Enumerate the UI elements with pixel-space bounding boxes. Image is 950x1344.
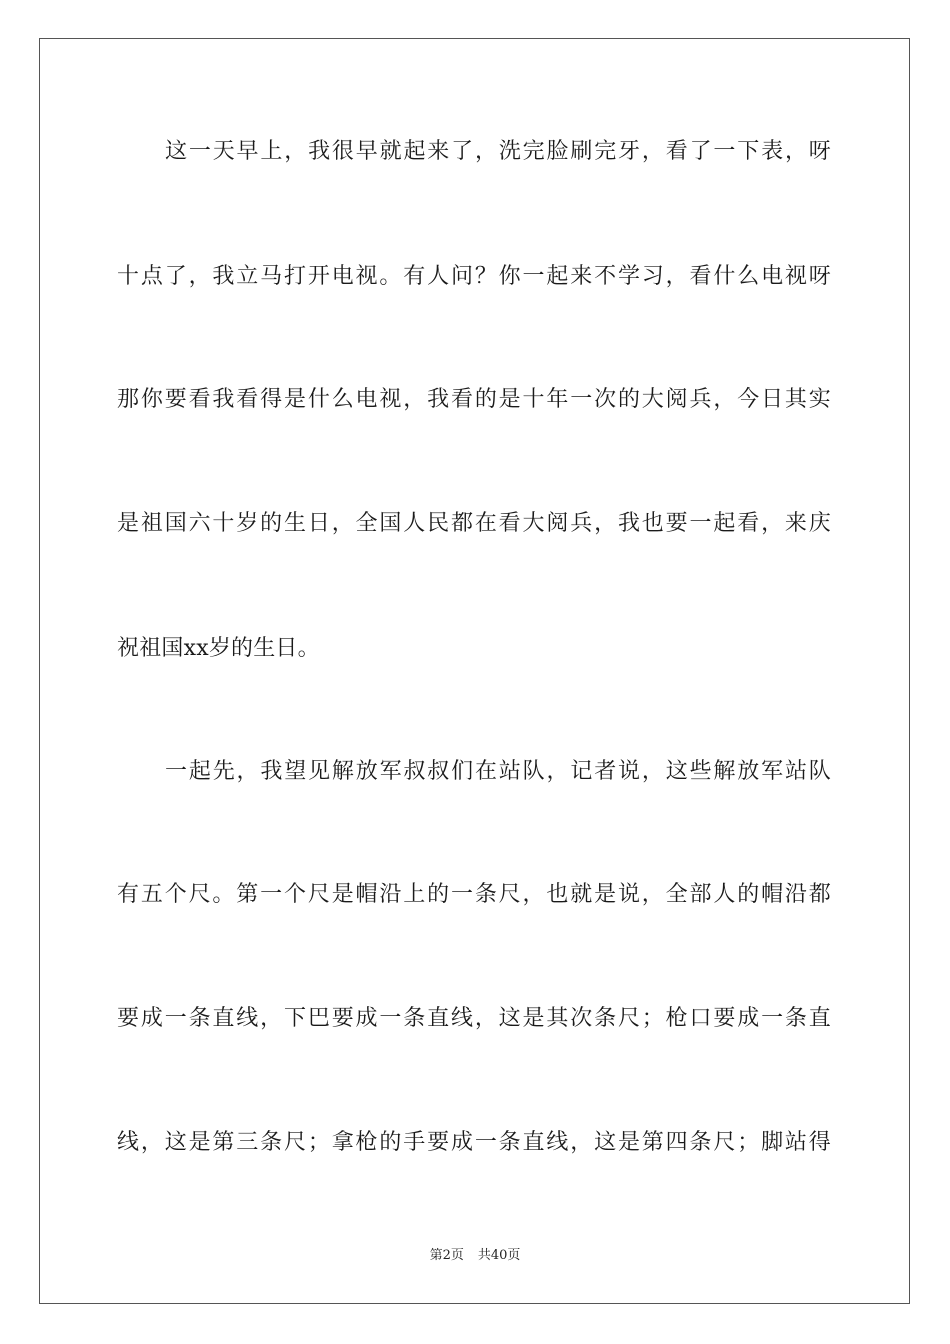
page-border xyxy=(39,38,910,1304)
paragraph-2-line-4: 线，这是第三条尺；拿枪的手要成一条直线，这是第四条尺；脚站得 xyxy=(117,1130,831,1155)
page-number: 第2页 xyxy=(429,1248,464,1263)
paragraph-1-line-5: 祝祖国xx岁的生日。 xyxy=(117,636,320,661)
paragraph-1-line-1: 这一天早上，我很早就起来了，洗完脸刷完牙，看了一下表，呀 xyxy=(165,139,831,164)
total-pages: 共40页 xyxy=(477,1248,521,1263)
paragraph-1-line-4: 是祖国六十岁的生日，全国人民都在看大阅兵，我也要一起看，来庆 xyxy=(117,511,831,536)
paragraph-2-line-3: 要成一条直线，下巴要成一条直线，这是其次条尺；枪口要成一条直 xyxy=(117,1006,831,1031)
paragraph-1-line-3: 那你要看我看得是什么电视，我看的是十年一次的大阅兵，今日其实 xyxy=(117,387,831,412)
paragraph-2-line-1: 一起先，我望见解放军叔叔们在站队，记者说，这些解放军站队 xyxy=(165,759,831,784)
page-footer xyxy=(0,1247,950,1265)
paragraph-2-line-2: 有五个尺。第一个尺是帽沿上的一条尺，也就是说，全部人的帽沿都 xyxy=(117,882,831,907)
paragraph-1-line-2: 十点了，我立马打开电视。有人问？你一起来不学习，看什么电视呀 xyxy=(117,264,831,289)
